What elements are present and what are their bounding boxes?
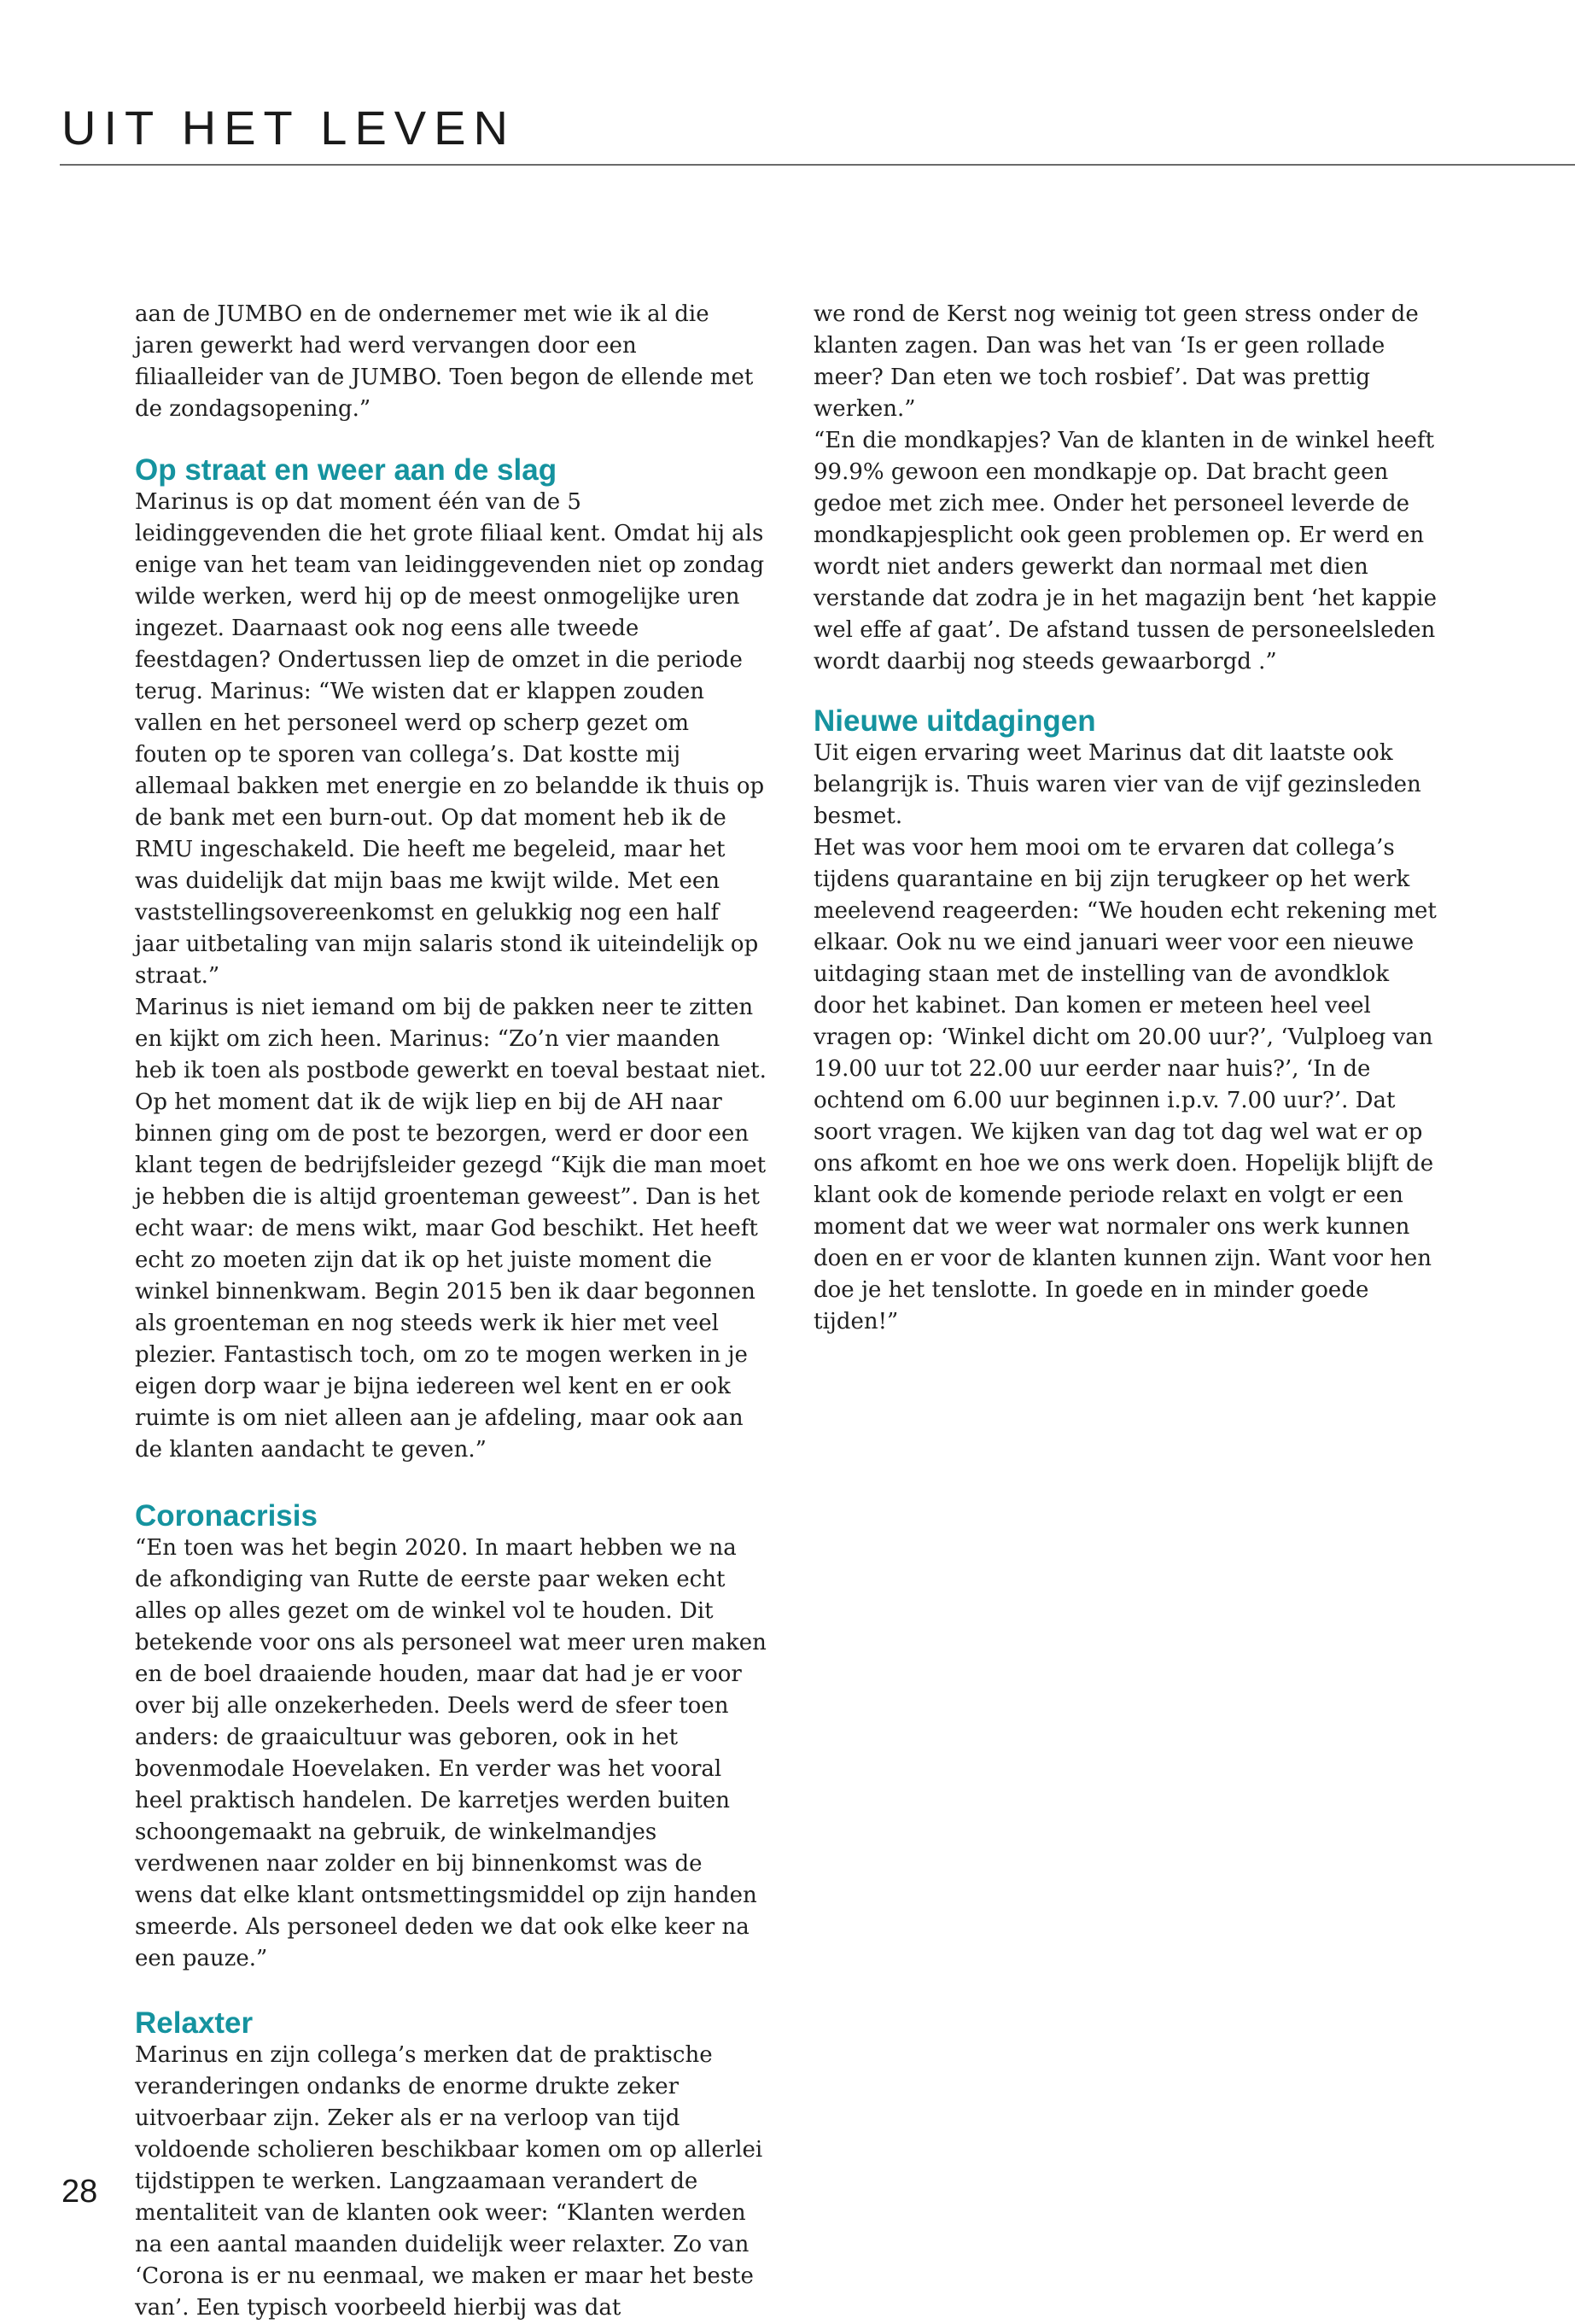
header-divider <box>60 164 1575 166</box>
section-heading-coronacrisis: Coronacrisis <box>135 1499 318 1533</box>
left-column <box>135 299 767 2324</box>
coronacrisis-paragraph: “En toen was het begin 2020. In maart hebben we na de afkondiging van Rutte de eerste paar weken echt alles op alles gezet om de winkel vol te houden. Dit betekende voor ons als personeel wat meer uren maken en de boel draaiende houden, maar dat had je er voor over bij alle onzekerheden. Deels werd de sfeer toen anders: de graaicultuur was geboren, ook in het bovenmodale Hoevelaken. En verder was het vooral heel praktisch handelen. De karretjes werden buiten schoongemaakt na gebruik, de winkelmandjes verdwenen naar zolder en bij binnenkomst was de wens dat elke klant ontsmettingsmiddel op zijn handen smeerde. Als personeel deden we dat ook elke keer na een pauze.” <box>135 1535 767 1971</box>
nieuwe-uitdagingen-paragraph-2: Het was voor hem mooi om te ervaren dat collega’s tijdens quarantaine en bij zijn terugkeer op het werk meelevend reageerden: “We houden echt rekening met elkaar. Ook nu we eind januari weer voor een nieuwe uitdaging staan met de instelling van de avondklok door het kabinet. Dan komen er meteen heel veel vragen op: ‘Winkel dicht om 20.00 uur?’, ‘Vulploeg van 19.00 uur tot 22.00 uur eerder naar huis?’, ‘In de ochtend om 6.00 uur beginnen i.p.v. 7.00 uur?’. Dat soort vragen. We kijken van dag tot dag wel wat er op ons afkomt en hoe we ons werk doen. Hopelijk blijft de klant ook de komende periode relaxt en volgt er een moment dat we weer wat normaler ons werk kunnen doen en er voor de klanten kunnen zijn. Want voor hen doe je het tenslotte. In goede en in minder goede tijden!” <box>814 835 1437 1334</box>
mondkapjes-paragraph: “En die mondkapjes? Van de klanten in de winkel heeft 99.9% gewoon een mondkapje op. Dat bracht geen gedoe met zich mee. Onder het personeel leverde de mondkapjesplicht ook geen problemen op. Er werd en wordt niet anders gewerkt dan normaal met dien verstande dat zodra je in het magazijn bent ‘het kappie wel effe af gaat’. De afstand tussen de personeelsleden wordt daarbij nog steeds gewaarborgd .” <box>814 428 1437 674</box>
intro-paragraph: aan de JUMBO en de ondernemer met wie ik al die jaren gewerkt had werd vervangen door een filiaalleider van de JUMBO. Toen begon de ellende met de zondagsopening.” <box>135 301 754 422</box>
relaxter-paragraph: Marinus en zijn collega’s merken dat de praktische veranderingen ondanks de enorme drukte zeker uitvoerbaar zijn. Zeker als er na verloop van tijd voldoende scholieren beschikbaar komen om op allerlei tijdstippen te werken. Langzaamaan verandert de mentaliteit van de klanten ook weer: “Klanten werden na een aantal maanden duidelijk weer relaxter. Zo van ‘Corona is er nu eenmaal, we maken er maar het beste van’. Een typisch voorbeeld hierbij was dat <box>135 2042 763 2321</box>
nieuwe-uitdagingen-paragraph-1: Uit eigen ervaring weet Marinus dat dit laatste ook belangrijk is. Thuis waren vier van de vijf gezinsleden besmet. <box>814 740 1421 829</box>
page-header-title: UIT HET LEVEN <box>61 101 516 155</box>
page-number: 28 <box>61 2174 98 2210</box>
op-straat-paragraph-1: Marinus is op dat moment één van de 5 leidinggevenden die het grote filiaal kent. Omdat hij als enige van het team van leidinggevenden niet op zondag wilde werken, werd hij op de meest onmogelijke uren ingezet. Daarnaast ook nog eens alle tweede feestdagen? Ondertussen liep de omzet in die periode terug. Marinus: “We wisten dat er klappen zouden vallen en het personeel werd op scherp gezet om fouten op te sporen van collega’s. Dat kostte mij allemaal bakken met energie en zo belandde ik thuis op de bank met een burn-out. Op dat moment heb ik de RMU ingeschakeld. Die heeft me begeleid, maar het was duidelijk dat mijn baas me kwijt wilde. Met een vaststellingsovereenkomst en gelukkig nog een half jaar uitbetaling van mijn salaris stond ik uiteindelijk op straat.” <box>135 489 765 989</box>
right-column <box>814 299 1445 1338</box>
kerst-paragraph: we rond de Kerst nog weinig tot geen stress onder de klanten zagen. Dan was het van ‘Is er geen rollade meer? Dan eten we toch rosbief’. Dat was prettig werken.” <box>814 301 1419 422</box>
op-straat-paragraph-2: Marinus is niet iemand om bij de pakken neer te zitten en kijkt om zich heen. Marinus: “Zo’n vier maanden heb ik toen als postbode gewerkt en toeval bestaat niet. Op het moment dat ik de wijk liep en bij de AH naar binnen ging om de post te bezorgen, werd er door een klant tegen de bedrijfsleider gezegd “Kijk die man moet je hebben die is altijd groenteman geweest”. Dan is het echt waar: de mens wikt, maar God beschikt. Het heeft echt zo moeten zijn dat ik op het juiste moment die winkel binnenkwam. Begin 2015 ben ik daar begonnen als groenteman en nog steeds werk ik hier met veel plezier. Fantastisch toch, om zo te mogen werken in je eigen dorp waar je bijna iedereen wel kent en er ook ruimte is om niet alleen aan je afdeling, maar ook aan de klanten aandacht te geven.” <box>135 995 767 1463</box>
section-heading-op-straat: Op straat en weer aan de slag <box>135 453 557 487</box>
section-heading-nieuwe-uitdagingen: Nieuwe uitdagingen <box>814 704 1096 738</box>
section-heading-relaxter: Relaxter <box>135 2006 254 2040</box>
